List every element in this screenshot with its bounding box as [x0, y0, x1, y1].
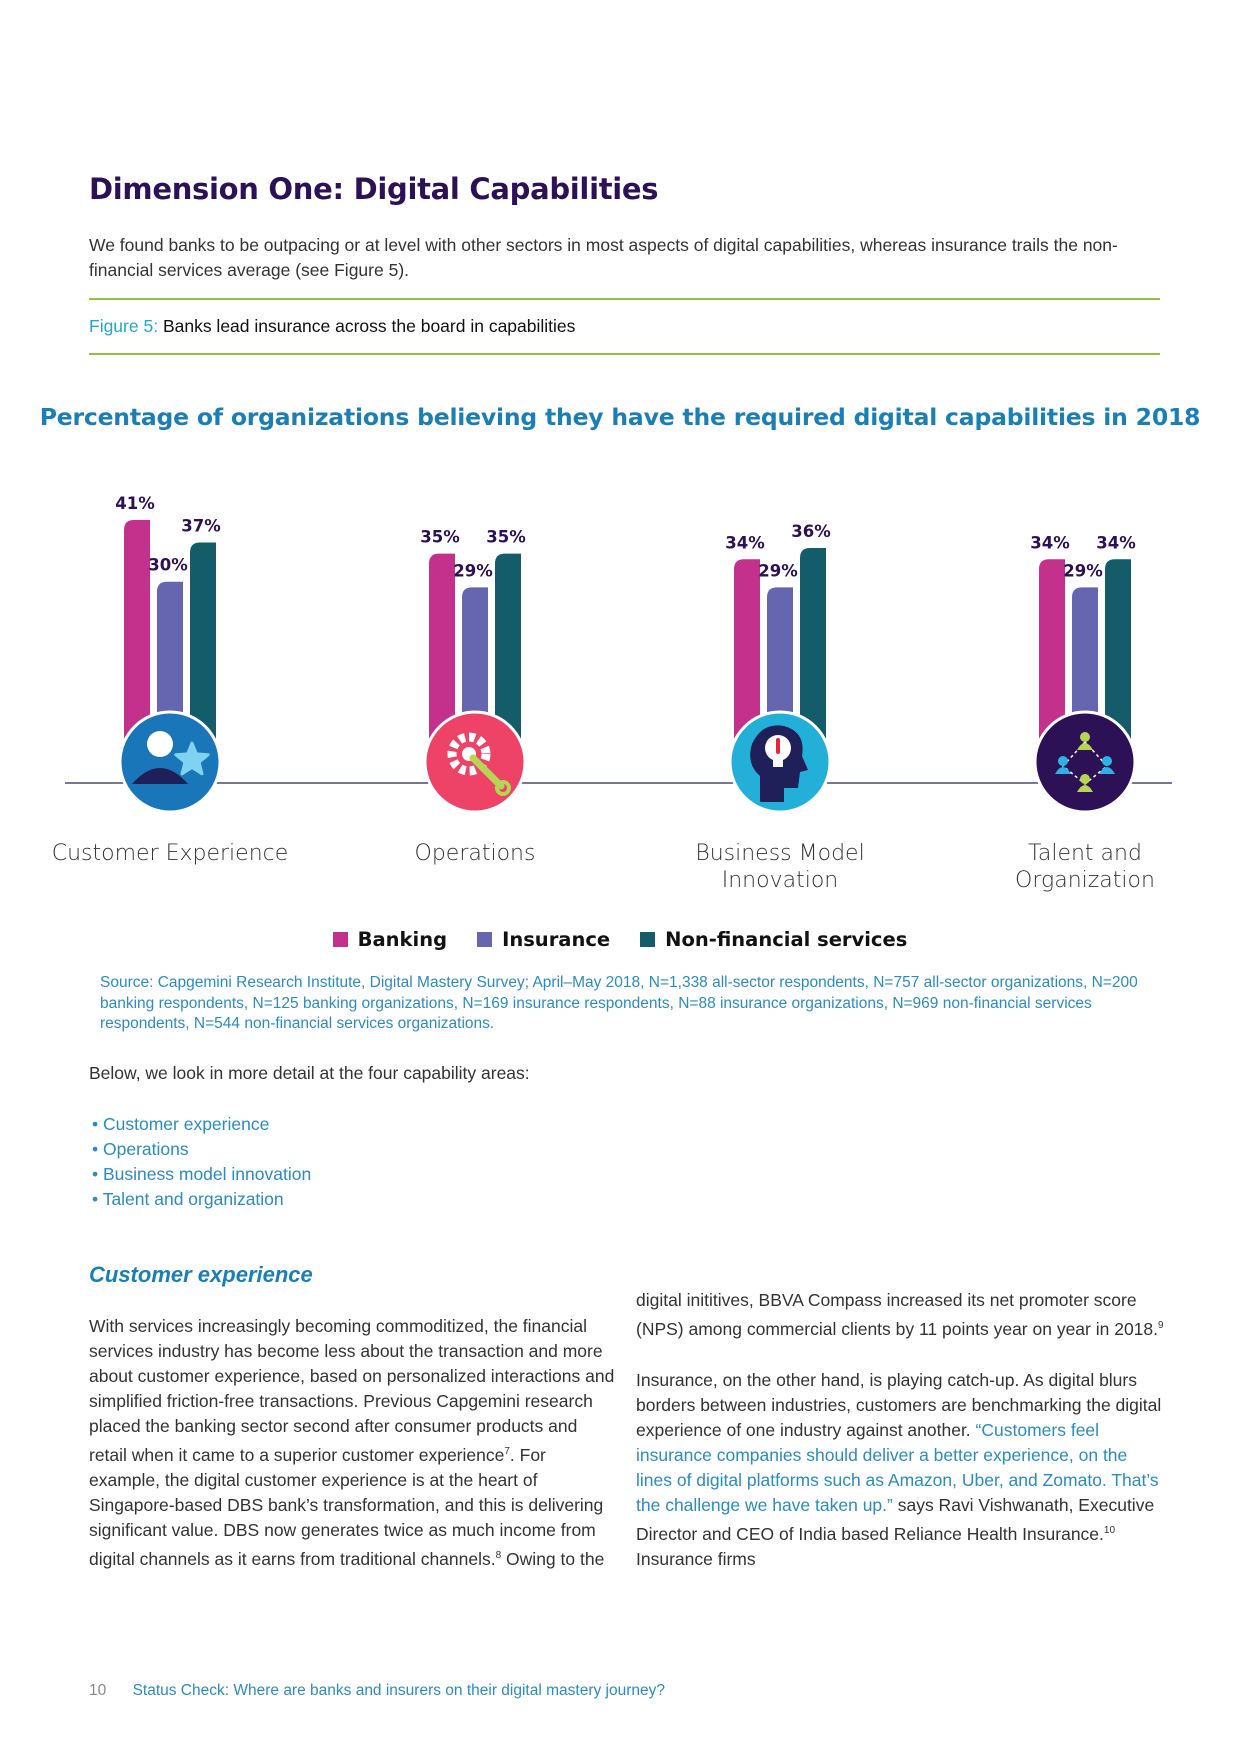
data-label: 35% — [486, 527, 526, 547]
data-label: 37% — [181, 516, 221, 536]
subsection-heading: Customer experience — [89, 1262, 313, 1287]
category-label: Talent and Organization — [1015, 841, 1155, 893]
data-label: 29% — [453, 561, 493, 581]
category-label: Operations — [414, 841, 536, 866]
quote: “Customers feel insurance companies should deliver a better experience, on the lines of digital platforms such as Amazon, Uber, and Zomato. That’s the challenge we have taken up.” — [636, 1419, 1159, 1515]
legend-swatch — [333, 932, 348, 947]
page-number: 10 — [89, 1682, 107, 1699]
legend-item — [333, 928, 447, 951]
body-paragraph: digital inititives, BBVA Compass increased its net promoter score (NPS) among commercial clients by 11 points year on year in 2018.$^9$ — [636, 1290, 1164, 1339]
data-label: 41% — [115, 494, 155, 513]
data-label: 34% — [725, 533, 765, 553]
below-intro: Below, we look in more detail at the four capability areas: — [89, 1063, 530, 1083]
body-column-left — [89, 1314, 619, 1598]
list-item: • Business model innovation — [92, 1162, 311, 1187]
legend-item — [477, 928, 610, 951]
category-label: Customer Experience — [51, 841, 289, 866]
intro-paragraph: We found banks to be outpacing or at level with other sectors in most aspects of digital capabilities, whereas insurance trails the non-financial services average (see Figure 5). — [89, 235, 1118, 280]
list-item: • Operations — [92, 1137, 311, 1162]
data-label: 29% — [1063, 561, 1103, 581]
body-column-right — [636, 1288, 1166, 1598]
bar-banking — [124, 520, 150, 750]
legend-label: Insurance — [502, 928, 611, 951]
bar-chart — [0, 480, 1240, 820]
data-label: 34% — [1030, 533, 1070, 553]
chart-source: Source: Capgemini Research Institute, Digital Mastery Survey; April–May 2018, N=1,338 all-sector respondents, N=757 all-sector organizations, N=200 banking respondents, N=125 banking organizations, N=169 insurance respondents, N=88 insurance organizations, N=969 non-financial services respondents, N=544 non-financial services organizations. — [100, 974, 1138, 1032]
list-item: • Talent and organization — [92, 1187, 311, 1212]
customer-star-icon — [120, 712, 220, 812]
section-heading: Dimension One: Digital Capabilities — [89, 172, 659, 206]
figure-caption-text: Banks lead insurance across the board in capabilities — [162, 316, 576, 336]
lightbulb-head-icon — [730, 712, 830, 812]
category-label: Business Model Innovation — [695, 841, 865, 893]
capability-list — [92, 1112, 311, 1212]
people-network-icon — [1035, 712, 1135, 812]
data-label: 29% — [758, 561, 798, 581]
footer-title: Status Check: Where are banks and insurers on their digital mastery journey? — [132, 1682, 665, 1699]
caption-top-rule — [89, 298, 1160, 300]
legend-label: Banking — [357, 928, 448, 951]
data-label: 36% — [791, 522, 831, 542]
gear-wrench-icon — [425, 712, 525, 812]
figure-caption — [89, 316, 575, 337]
data-label: 35% — [420, 527, 460, 547]
body-paragraph: Insurance, on the other hand, is playing catch-up. As digital blurs borders between industries, customers are benchmarking the digital experience of one industry against another. “Customers feel insurance companies should deliver a better experience, on the lines of digital platforms such as Amazon, Uber, and Zomato. That’s the challenge we have taken up.” says Ravi Vishwanath, Executive Director and CEO of India based Reliance Health Insurance.$^{10}$ Insurance firms — [636, 1369, 1162, 1569]
legend-item — [640, 928, 907, 951]
list-item: • Customer experience — [92, 1112, 311, 1137]
legend-swatch — [477, 932, 492, 947]
chart-title: Percentage of organizations believing they have the required digital capabilities in 2018 — [39, 403, 1201, 431]
page-footer — [89, 1682, 665, 1700]
data-label: 30% — [148, 555, 188, 575]
legend-label: Non-financial services — [665, 928, 908, 951]
body-paragraph: With services increasingly becoming commoditized, the financial services industry has become less about the transaction and more about customer experience, based on personalized interactions and simplified friction-free transactions. Previous Capgemini research placed the banking sector second after consumer products and retail when it came to a superior customer experience$^7$. For example, the digital customer experience is at the heart of Singapore-based DBS bank’s transformation, and this is delivering significant value. DBS now generates twice as much income from digital channels as it earns from traditional channels.$^8$ Owing to the — [89, 1316, 615, 1569]
chart-legend — [0, 928, 1240, 951]
caption-bottom-rule — [89, 353, 1160, 355]
figure-label: Figure 5: — [89, 316, 159, 336]
legend-swatch — [640, 932, 655, 947]
data-label: 34% — [1096, 533, 1136, 553]
